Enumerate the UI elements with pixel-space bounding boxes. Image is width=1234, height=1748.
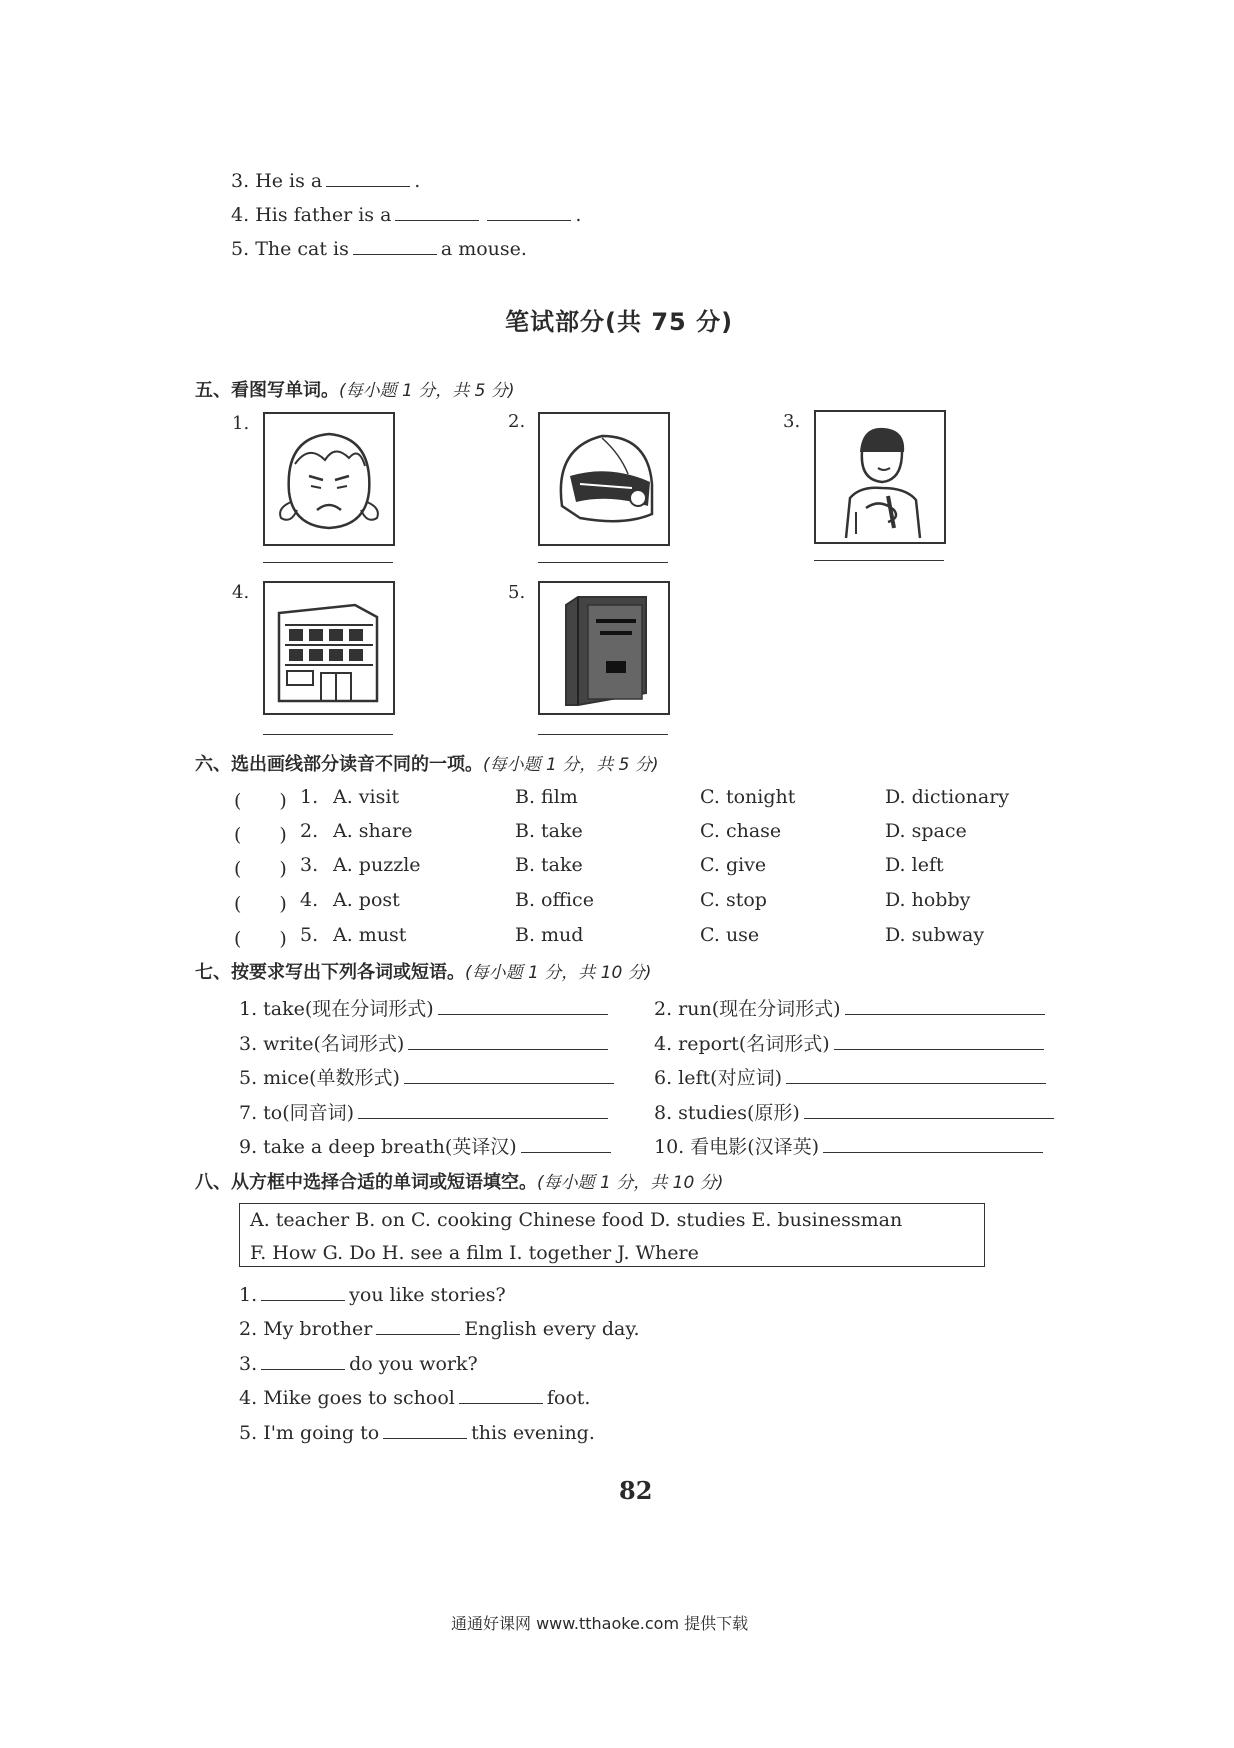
item-text: The cat is — [255, 238, 349, 260]
option-c: C. use — [700, 924, 760, 946]
item-text: Mike goes to school — [263, 1387, 455, 1409]
answer-blank[interactable] — [487, 219, 571, 221]
question-number: 1. — [300, 786, 319, 808]
word-form-item — [239, 1063, 618, 1090]
answer-paren[interactable]: ( ) — [234, 858, 287, 880]
fill-item-4 — [239, 1387, 590, 1409]
option-a: A. post — [333, 889, 400, 911]
picture-angry-girl — [263, 412, 395, 546]
picture-building — [263, 581, 395, 715]
word-form-item — [654, 1132, 1047, 1159]
word-form-item — [239, 1098, 612, 1125]
section-heading-text: 五、看图写单词。 — [195, 380, 339, 401]
item-text: His father is a — [255, 204, 392, 226]
item-text: . — [575, 204, 582, 226]
item-text: He is a — [255, 170, 323, 192]
angry-girl-icon — [265, 414, 393, 544]
word-bank-row-2: F. How G. Do H. see a film I. together J. Where — [250, 1242, 699, 1264]
listening-item-4 — [231, 204, 581, 226]
answer-paren[interactable]: ( ) — [234, 928, 287, 950]
footer-credit: 通通好课网 www.tthaoke.com 提供下载 — [451, 1614, 749, 1633]
question-number: 5. — [300, 924, 319, 946]
answer-blank[interactable] — [261, 1368, 345, 1370]
option-c: C. give — [700, 854, 767, 876]
fill-item-3 — [239, 1353, 478, 1375]
item-text: you like stories? — [349, 1284, 506, 1306]
helmet-icon — [540, 414, 668, 544]
picture-item-number: 3. — [783, 411, 801, 432]
page-number: 82 — [619, 1476, 653, 1505]
option-a: A. share — [333, 820, 413, 842]
item-prompt: 5. mice(单数形式) — [239, 1067, 400, 1089]
item-number: 5. — [239, 1422, 258, 1444]
question-number: 2. — [300, 820, 319, 842]
option-d: D. left — [885, 854, 944, 876]
word-form-item — [654, 1063, 1050, 1090]
question-number: 3. — [300, 854, 319, 876]
item-text: English every day. — [464, 1318, 640, 1340]
picture-dictionary — [538, 581, 670, 715]
answer-line[interactable] — [814, 560, 944, 561]
answer-blank[interactable] — [395, 219, 479, 221]
answer-blank[interactable] — [786, 1082, 1046, 1084]
picture-item-number: 5. — [508, 582, 526, 603]
item-text: this evening. — [471, 1422, 595, 1444]
answer-blank[interactable] — [404, 1082, 614, 1084]
word-form-item — [654, 1029, 1048, 1056]
answer-blank[interactable] — [834, 1048, 1044, 1050]
answer-blank[interactable] — [326, 185, 410, 187]
section-heading-text: 六、选出画线部分读音不同的一项。 — [195, 754, 483, 775]
word-form-item — [654, 1098, 1058, 1125]
section7-heading — [195, 958, 651, 984]
item-text: My brother — [263, 1318, 373, 1340]
dictionary-icon — [540, 583, 668, 713]
section-heading-text: 八、从方框中选择合适的单词或短语填空。 — [195, 1172, 537, 1193]
option-d: D. dictionary — [885, 786, 1010, 808]
option-a: A. visit — [333, 786, 400, 808]
option-c: C. tonight — [700, 786, 796, 808]
answer-blank[interactable] — [438, 1013, 608, 1015]
written-part-title: 笔试部分(共 75 分) — [505, 308, 734, 336]
answer-blank[interactable] — [358, 1117, 608, 1119]
section-heading-text: 七、按要求写出下列各词或短语。 — [195, 962, 465, 983]
listening-item-3 — [231, 170, 420, 192]
item-text: do you work? — [349, 1353, 478, 1375]
option-d: D. space — [885, 820, 967, 842]
option-a: A. puzzle — [333, 854, 421, 876]
answer-line[interactable] — [263, 734, 393, 735]
item-prompt: 2. run(现在分词形式) — [654, 998, 841, 1020]
word-bank-box — [239, 1203, 985, 1267]
answer-line[interactable] — [538, 734, 668, 735]
item-prompt: 6. left(对应词) — [654, 1067, 782, 1089]
worker-icon — [816, 412, 944, 542]
question-number: 4. — [300, 889, 319, 911]
option-c: C. stop — [700, 889, 767, 911]
option-c: C. chase — [700, 820, 782, 842]
option-b: B. mud — [515, 924, 584, 946]
option-b: B. film — [515, 786, 578, 808]
item-number: 3. — [231, 170, 250, 192]
word-form-item — [239, 1029, 612, 1056]
building-icon — [265, 583, 393, 713]
answer-line[interactable] — [538, 562, 668, 563]
answer-blank[interactable] — [353, 253, 437, 255]
option-a: A. must — [333, 924, 407, 946]
picture-item-number: 1. — [232, 413, 250, 434]
option-d: D. subway — [885, 924, 985, 946]
item-prompt: 9. take a deep breath(英译汉) — [239, 1136, 517, 1158]
fill-item-2 — [239, 1318, 640, 1340]
listening-item-5 — [231, 238, 527, 260]
item-prompt: 10. 看电影(汉译英) — [654, 1136, 820, 1158]
item-prompt: 8. studies(原形) — [654, 1102, 800, 1124]
picture-worker — [814, 410, 946, 544]
word-bank-row-1: A. teacher B. on C. cooking Chinese food D. studies E. businessman — [250, 1209, 903, 1231]
section-score-note: (每小题 1 分，共 10 分) — [537, 1173, 724, 1193]
section-score-note: (每小题 1 分，共 10 分) — [465, 963, 652, 983]
item-prompt: 7. to(同音词) — [239, 1102, 355, 1124]
answer-blank[interactable] — [823, 1151, 1043, 1153]
section5-heading — [195, 376, 515, 402]
answer-paren[interactable]: ( ) — [234, 893, 287, 915]
section-score-note: (每小题 1 分，共 5 分) — [339, 381, 515, 401]
fill-item-1 — [239, 1284, 506, 1306]
section6-heading — [195, 750, 659, 776]
option-d: D. hobby — [885, 889, 971, 911]
answer-blank[interactable] — [376, 1333, 460, 1335]
picture-helmet — [538, 412, 670, 546]
answer-paren[interactable]: ( ) — [234, 824, 287, 846]
word-form-item — [654, 994, 1049, 1021]
answer-blank[interactable] — [521, 1151, 611, 1153]
item-number: 2. — [239, 1318, 258, 1340]
item-number: 5. — [231, 238, 250, 260]
item-prompt: 4. report(名词形式) — [654, 1033, 830, 1055]
item-prompt: 1. take(现在分词形式) — [239, 998, 434, 1020]
word-form-item — [239, 994, 612, 1021]
item-text: I'm going to — [263, 1422, 380, 1444]
item-number: 4. — [231, 204, 250, 226]
answer-blank[interactable] — [383, 1437, 467, 1439]
option-b: B. take — [515, 854, 583, 876]
item-text: a mouse. — [440, 238, 527, 260]
answer-paren[interactable]: ( ) — [234, 790, 287, 812]
item-number: 3. — [239, 1353, 258, 1375]
fill-item-5 — [239, 1422, 595, 1444]
item-number: 4. — [239, 1387, 258, 1409]
item-prompt: 3. write(名词形式) — [239, 1033, 405, 1055]
section-score-note: (每小题 1 分，共 5 分) — [483, 755, 659, 775]
answer-line[interactable] — [263, 562, 393, 563]
answer-blank[interactable] — [261, 1299, 345, 1301]
answer-blank[interactable] — [804, 1117, 1054, 1119]
item-text: foot. — [546, 1387, 591, 1409]
picture-item-number: 4. — [232, 582, 250, 603]
answer-blank[interactable] — [408, 1048, 608, 1050]
answer-blank[interactable] — [459, 1402, 543, 1404]
option-b: B. take — [515, 820, 583, 842]
word-form-item — [239, 1132, 615, 1159]
section8-heading — [195, 1168, 723, 1194]
item-number: 1. — [239, 1284, 258, 1306]
picture-item-number: 2. — [508, 411, 526, 432]
answer-blank[interactable] — [845, 1013, 1045, 1015]
option-b: B. office — [515, 889, 594, 911]
item-text: . — [414, 170, 421, 192]
